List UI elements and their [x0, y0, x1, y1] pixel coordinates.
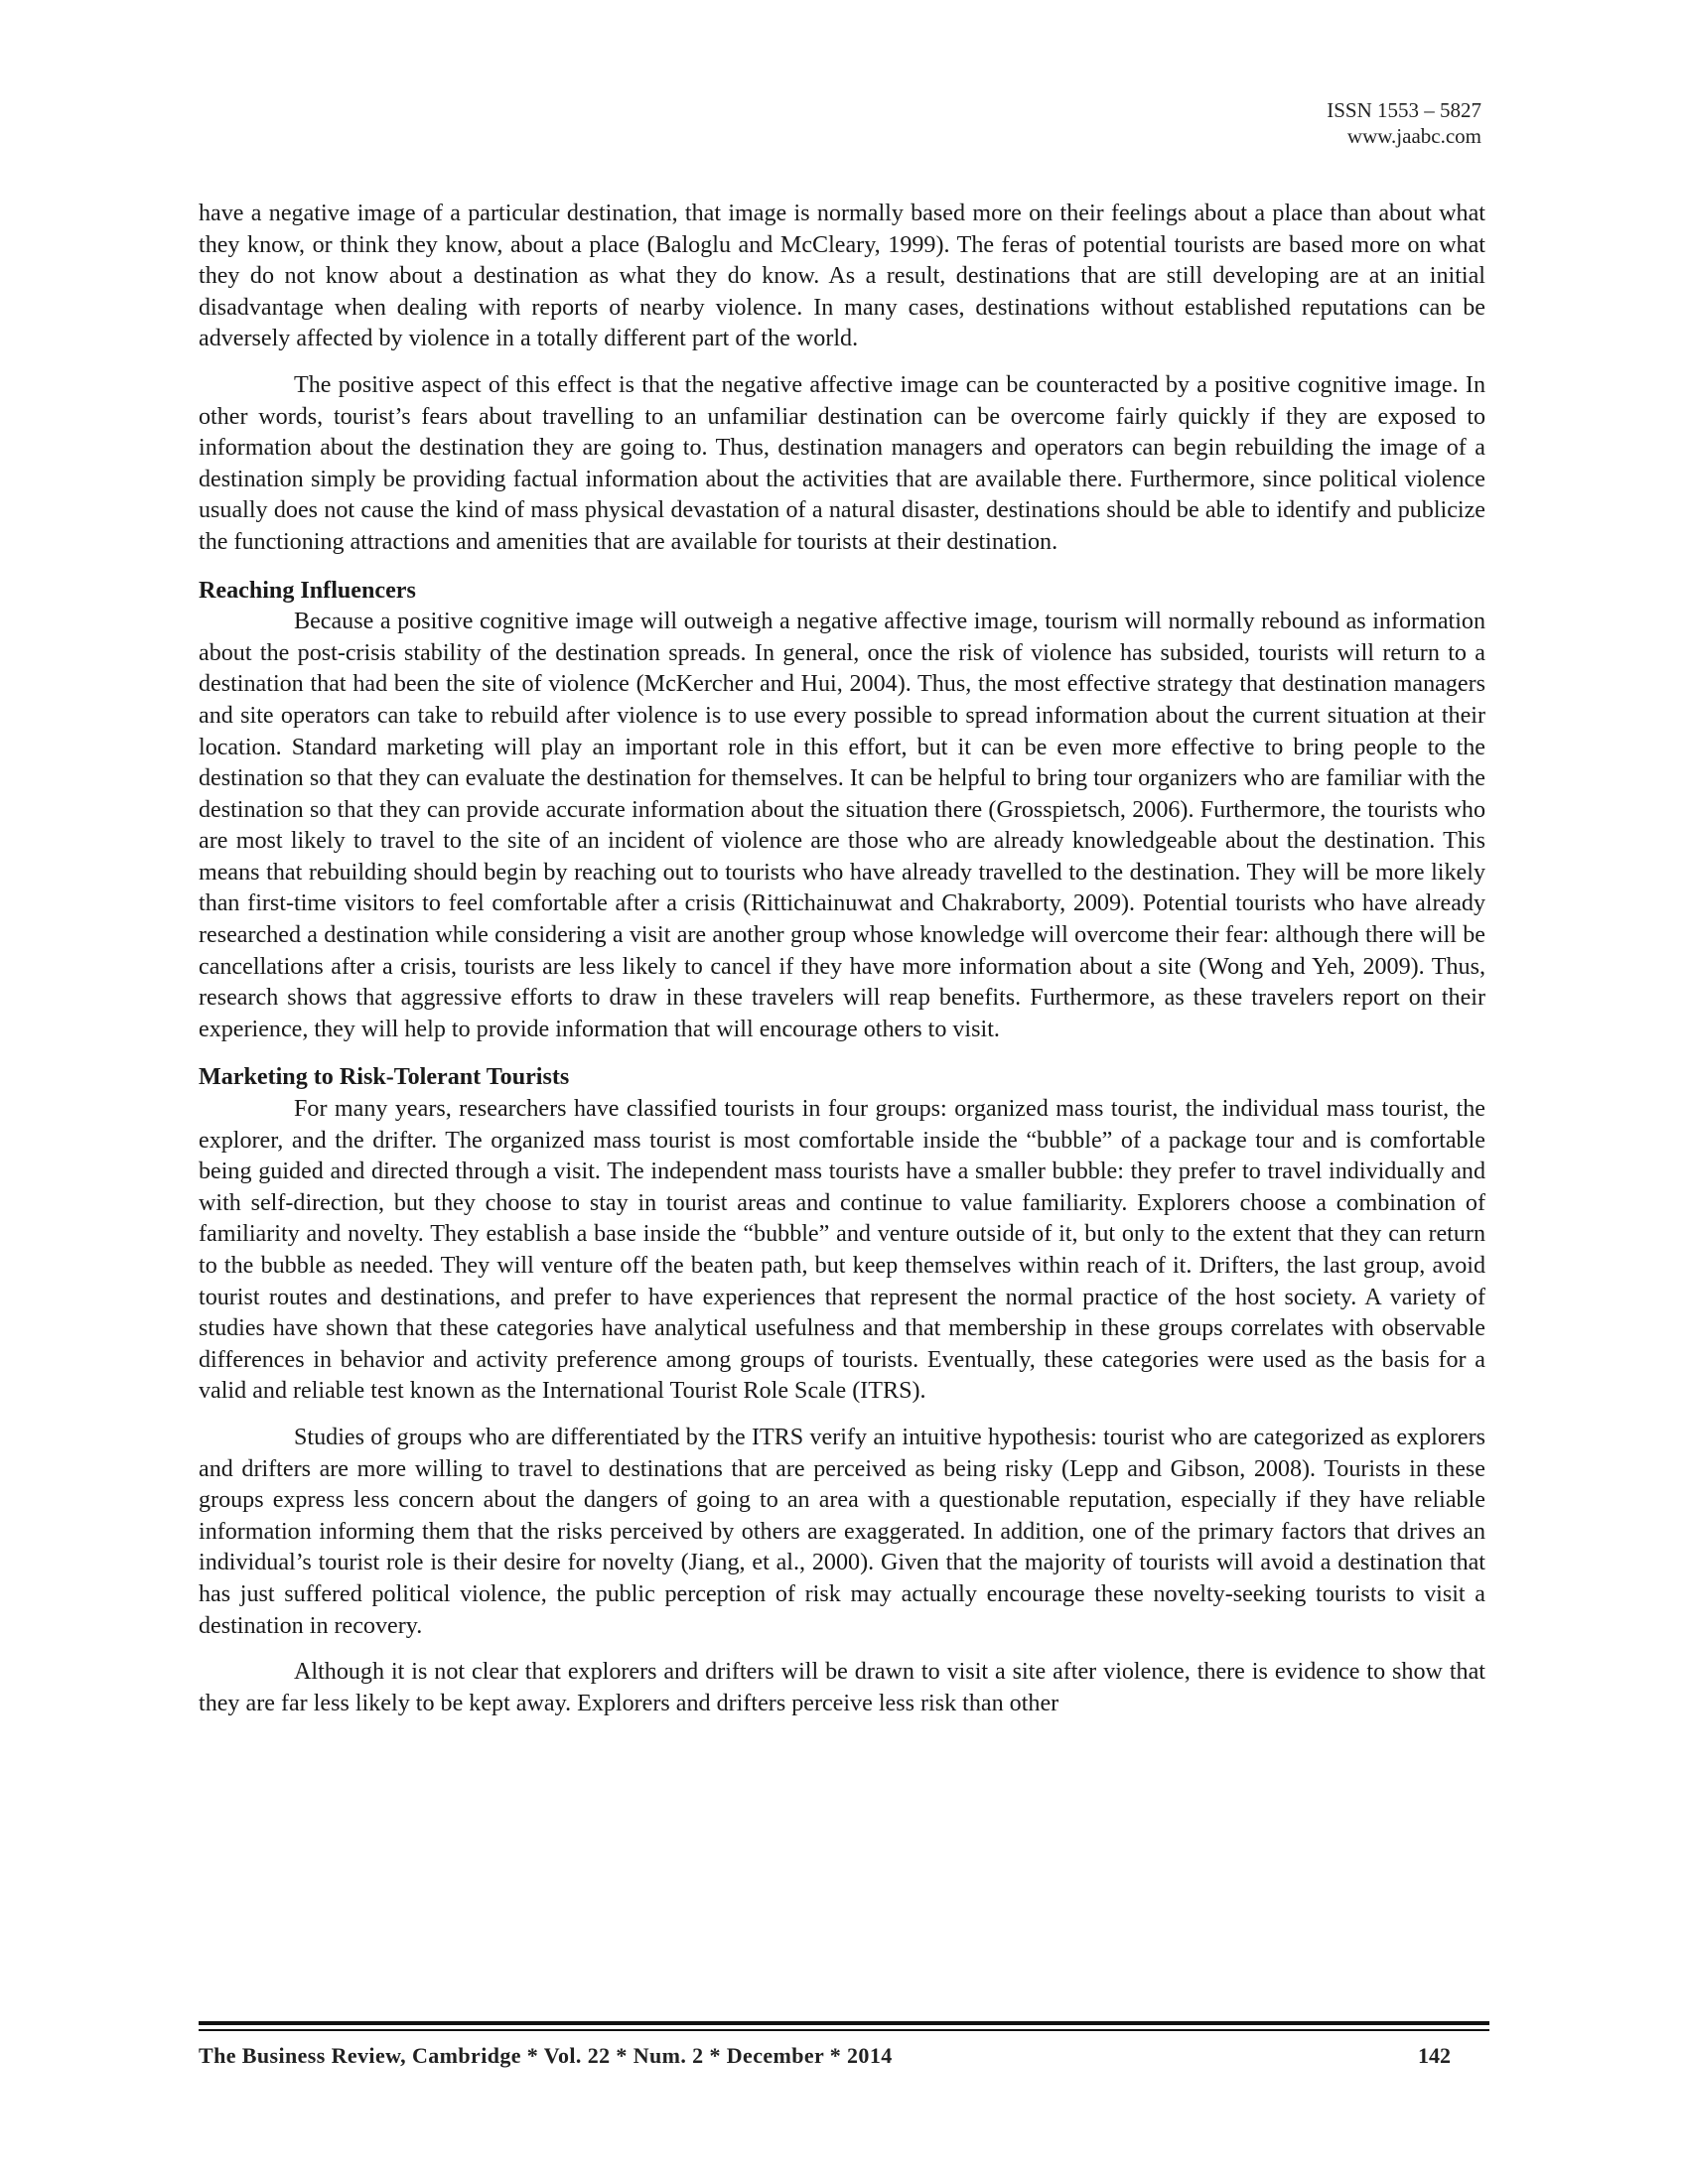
website-label: www.jaabc.com	[1346, 124, 1481, 148]
paragraph: Because a positive cognitive image will outweigh a negative affective image, tourism will normally rebound as information about the post-crisis stability of the destination spreads. In general, once the risk of violence has subsided, tourists will return to a destination that had been the site of violence (McKercher and Hui, 2004). Thus, the most effective strategy that destination managers and site operators can take to rebuild after violence is to use every possible to spread information about the current situation at their location. Standard marketing will play an important role in this effort, but it can be even more effective to bring people to the destination so that they can evaluate the destination for themselves. It can be helpful to bring tour organizers who are familiar with the destination so that they can provide accurate information about the situation there (Grosspietsch, 2006). Furthermore, the tourists who are most likely to travel to the site of an incident of violence are those who are already knowledgeable about the destination. This means that rebuilding should begin by reaching out to tourists who have already travelled to the destination. They will be more likely than first-time visitors to feel comfortable after a crisis (Rittichainuwat and Chakraborty, 2009). Potential tourists who have already researched a destination while considering a visit are another group whose knowledge will overcome their fear: although there will be cancellations after a crisis, tourists are less likely to cancel if they have more information about a site (Wong and Yeh, 2009). Thus, research shows that aggressive efforts to draw in these travelers will reap benefits. Furthermore, as these travelers report on their experience, they will help to provide information that will encourage others to visit.	[199, 609, 1485, 1042]
paragraph: For many years, researchers have classified tourists in four groups: organized mass tourist, the individual mass tourist, the explorer, and the drifter. The organized mass tourist is most comfortable inside the “bubble” of a package tour and is comfortable being guided and directed through a visit. The independent mass tourists have a smaller bubble: they prefer to travel individually and with self-direction, but they choose to stay in tourist areas and continue to value familiarity. Explorers choose a combination of familiarity and novelty. They establish a base inside the “bubble” and venture outside of it, but only to the extent that they can return to the bubble as needed. They will venture off the beaten path, but keep themselves within reach of it. Drifters, the last group, avoid tourist routes and destinations, and prefer to have experiences that represent the normal practice of the host society. A variety of studies have shown that these categories have analytical usefulness and that membership in these groups correlates with observable differences in behavior and activity preference among groups of tourists. Eventually, these categories were used as the basis for a valid and reliable test known as the International Tourist Role Scale (ITRS).	[199, 1096, 1485, 1405]
paragraph: Studies of groups who are differentiated by the ITRS verify an intuitive hypothesis: tourist who are categorized as explorers and drifters are more willing to travel to destinations that are perceived as being risky (Lepp and Gibson, 2008). Tourists in these groups express less concern about the dangers of going to an area with a questionable reputation, especially if they have reliable information informing them that the risks perceived by others are exaggerated. In addition, one of the primary factors that drives an individual’s tourist role is their desire for novelty (Jiang, et al., 2000). Given that the majority of tourists will avoid a destination that has just suffered political violence, the public perception of risk may actually encourage these novelty-seeking tourists to visit a destination in recovery.	[199, 1424, 1485, 1639]
paragraph: The positive aspect of this effect is that the negative affective image can be counteracted by a positive cognitive image. In other words, tourist’s fears about travelling to an unfamiliar destination can be overcome fairly quickly if they are exposed to information about the destination they are going to. Thus, destination managers and operators can begin rebuilding the image of a destination simply be providing factual information about the activities that are available there. Furthermore, since political violence usually does not cause the kind of mass physical devastation of a natural disaster, destinations should be able to identify and publicize the functioning attractions and amenities that are available for tourists at their destination.	[199, 371, 1485, 555]
running-header	[1327, 97, 1481, 149]
section-heading-marketing-risk-tolerant: Marketing to Risk-Tolerant Tourists	[199, 1064, 570, 1091]
section-heading-reaching-influencers: Reaching Influencers	[199, 577, 416, 604]
issn-label: ISSN 1553 – 5827	[1327, 98, 1481, 122]
footer-rule-thin	[199, 2029, 1489, 2031]
paragraph-continuation: have a negative image of a particular destination, that image is normally based more on their feelings about a place than about what they know, or think they know, about a place (Baloglu and McCleary, 1999). The feras of potential tourists are based more on what they do not know about a destination as what they do know. As a result, destinations that are still developing are at an initial disadvantage when dealing with reports of nearby violence. In many cases, destinations without established reputations can be adversely affected by violence in a totally different part of the world.	[199, 201, 1485, 352]
paragraph: Although it is not clear that explorers and drifters will be drawn to visit a site after violence, there is evidence to show that they are far less likely to be kept away. Explorers and drifters perceive less risk than other	[199, 1659, 1485, 1716]
page-number: 142	[1418, 2043, 1451, 2068]
footer-journal-citation: The Business Review, Cambridge * Vol. 22 * Num. 2 * December * 2014	[199, 2043, 893, 2068]
article-body	[199, 199, 1485, 1719]
footer-rule-thick	[199, 2021, 1489, 2025]
